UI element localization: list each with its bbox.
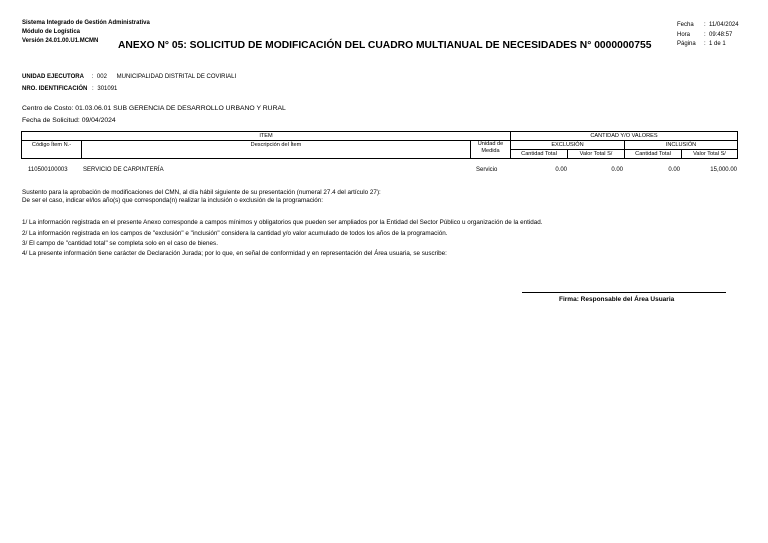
qty-values-header: CANTIDAD Y/O VALORES [511,132,738,141]
exclusion-value-header: Valor Total S/ [568,150,625,159]
table-row [21,167,737,176]
time-value: 09:48:57 [709,31,733,38]
exclusion-header: EXCLUSIÓN [511,141,625,150]
inclusion-value-header: Valor Total S/ [682,150,738,159]
sustento-line-1: Sustento para la aprobación de modificaciones del CMN, al día hábil siguiente de su presentación (numeral 27.4 del artículo 27): [22,189,381,196]
sustento-line-2: De ser el caso, indicar el/los año(s) que corresponda(n) realizar la inclusión o exclusión de la programación: [22,197,324,204]
document-title: ANEXO N° 05: SOLICITUD DE MODIFICACIÓN DEL CUADRO MULTIANUAL DE NECESIDADES N° 0000000755 [118,40,652,51]
date-label: Fecha [677,22,694,28]
signature-label: Firma: Responsable del Área Usuaria [559,296,675,303]
description-header: Descripción del Ítem [82,141,471,159]
module-name: Módulo de Logística [22,29,80,35]
note-2: 2/ La información registrada en los campos de "exclusión" e "inclusión" considera la cantidad y/o valor acumulado de todos los años de la programación. [22,230,448,237]
inclusion-value: 15,000.00 [710,167,737,173]
item-description: SERVICIO DE CARPINTERÍA [83,167,164,173]
note-3: 3/ El campo de "cantidad total" se completa solo en el caso de bienes. [22,240,218,247]
signature-line [522,292,726,293]
item-header: ITEM [22,132,511,141]
unit-header: Unidad de Medida [471,141,511,159]
exclusion-value: 0.00 [611,167,623,173]
inclusion-qty: 0.00 [668,167,680,173]
id-row: NRO. IDENTIFICACIÓN : 301091 [22,86,118,92]
time-label: Hora [677,31,691,38]
inclusion-header: INCLUSIÓN [625,141,738,150]
page-label: Página [677,41,696,47]
note-4: 4/ La presente información tiene carácter de Declaración Jurada; por lo que, en señal de conformidad y en representación del Área usuaria, se suscribe: [22,250,447,257]
unit-row: UNIDAD EJECUTORA : 002 MUNICIPALIDAD DISTRITAL DE COVIRIALI [22,74,237,80]
unit-code: 002 [96,74,107,80]
request-date: Fecha de Solicitud: 09/04/2024 [22,117,116,124]
note-1: 1/ La información registrada en el presente Anexo corresponde a campos mínimos y obligatorios que pueden ser ampliados por la Entidad del Sector Público u organización de la entidad. [22,219,543,226]
id-label: NRO. IDENTIFICACIÓN [22,86,88,92]
version-label: Versión 24.01.00.U1.MCMN [22,38,99,44]
document-meta: Fecha : 11/04/2024 Hora : 09:48:57 Página : 1 de 1 [677,21,739,50]
unit-name: MUNICIPALIDAD DISTRITAL DE COVIRIALI [116,74,237,80]
unit-label: UNIDAD EJECUTORA [22,74,84,80]
id-value: 301091 [97,86,118,92]
exclusion-qty-header: Cantidad Total [511,150,568,159]
inclusion-qty-header: Cantidad Total [625,150,682,159]
date-value: 11/04/2024 [709,22,739,28]
code-header: Código Ítem N.- [22,141,82,159]
item-unit: Servicio [476,167,498,173]
items-table-header [21,131,738,159]
cost-center: Centro de Costo: 01.03.06.01 SUB GERENCIA DE DESARROLLO URBANO Y RURAL [22,105,286,112]
page-value: 1 de 1 [709,41,726,47]
item-code: 110500100003 [28,167,68,173]
exclusion-qty: 0.00 [555,167,567,173]
system-name: Sistema Integrado de Gestión Administrativa [22,20,150,26]
